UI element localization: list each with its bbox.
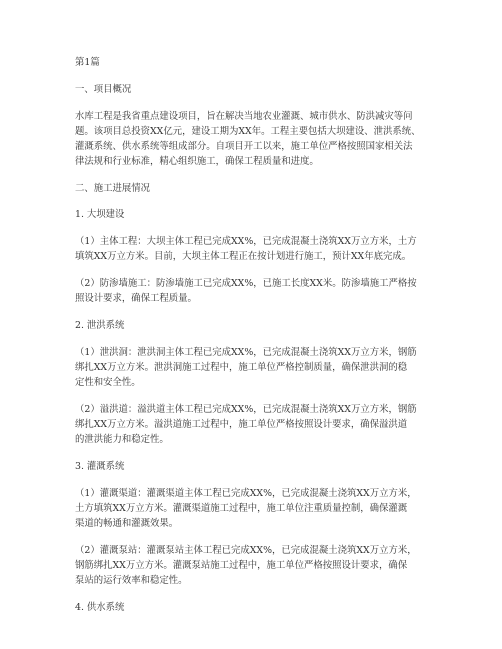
- flood-tunnel-paragraph-line: 绑扎XX万立方米。泄洪洞施工过程中，施工单位严格控制质量，确保泄洪洞的稳: [75, 362, 408, 373]
- section-heading-overview: 一、项目概况: [75, 84, 132, 95]
- overview-paragraph-line: 灌溉系统、供水系统等组成部分。自项目开工以来，施工单位严格按照国家相关法: [75, 141, 413, 152]
- irrigation-channel-paragraph-line: （1）灌溉渠道：灌溉渠道主体工程已完成XX%，已完成混凝土浇筑XX万立方米，: [75, 488, 417, 499]
- subheading-dam: 1. 大坝建设: [75, 209, 125, 220]
- pump-station-paragraph-line: （2）灌溉泵站：灌溉泵站主体工程已完成XX%，已完成混凝土浇筑XX万立方米，: [75, 545, 417, 556]
- section-heading-progress: 二、施工进展情况: [75, 183, 151, 194]
- flood-tunnel-paragraph-line: 定性和安全性。: [75, 377, 141, 388]
- overview-paragraph-line: 题。该项目总投资XX亿元，建设工期为XX年。工程主要包括大坝建设、泄洪系统、: [75, 126, 421, 137]
- overview-paragraph-line: 律法规和行业标准，精心组织施工，确保工程质量和进度。: [75, 156, 319, 167]
- spillway-paragraph-line: （2）溢洪道：溢洪道主体工程已完成XX%，已完成混凝土浇筑XX万立方米，钢筋: [75, 404, 417, 415]
- irrigation-channel-paragraph-line: 渠道的畅通和灌溉效果。: [75, 518, 179, 529]
- subheading-irrigation: 3. 灌溉系统: [75, 461, 125, 472]
- irrigation-channel-paragraph-line: 土方填筑XX万立方米。灌溉渠道施工过程中，施工单位注重质量控制，确保灌溉: [75, 503, 408, 514]
- dam-main-paragraph-line: （1）主体工程：大坝主体工程已完成XX%，已完成混凝土浇筑XX万立方米，土方: [75, 236, 417, 247]
- dam-wall-paragraph-line: 照设计要求，确保工程质量。: [75, 293, 197, 304]
- dam-main-paragraph-line: 填筑XX万立方米。目前，大坝主体工程正在按计划进行施工，预计XX年底完成。: [75, 251, 412, 262]
- flood-tunnel-paragraph-line: （1）泄洪洞：泄洪洞主体工程已完成XX%，已完成混凝土浇筑XX万立方米，钢筋: [75, 347, 417, 358]
- subheading-flood: 2. 泄洪系统: [75, 320, 125, 331]
- part-title: 第1篇: [75, 57, 100, 68]
- pump-station-paragraph-line: 钢筋绑扎XX万立方米。灌溉泵站施工过程中，施工单位严格按照设计要求，确保: [75, 560, 408, 571]
- spillway-paragraph-line: 的泄洪能力和稳定性。: [75, 434, 169, 445]
- pump-station-paragraph-line: 泵站的运行效率和稳定性。: [75, 575, 188, 586]
- dam-wall-paragraph-line: （2）防渗墙施工：防渗墙施工已完成XX%，已施工长度XX米。防渗墙施工严格按: [75, 278, 417, 289]
- subheading-water-supply: 4. 供水系统: [75, 602, 125, 613]
- overview-paragraph-line: 水库工程是我省重点建设项目，旨在解决当地农业灌溉、城市供水、防洪减灾等问: [75, 111, 413, 122]
- spillway-paragraph-line: 绑扎XX万立方米。溢洪道施工过程中，施工单位严格按照设计要求，确保溢洪道: [75, 419, 408, 430]
